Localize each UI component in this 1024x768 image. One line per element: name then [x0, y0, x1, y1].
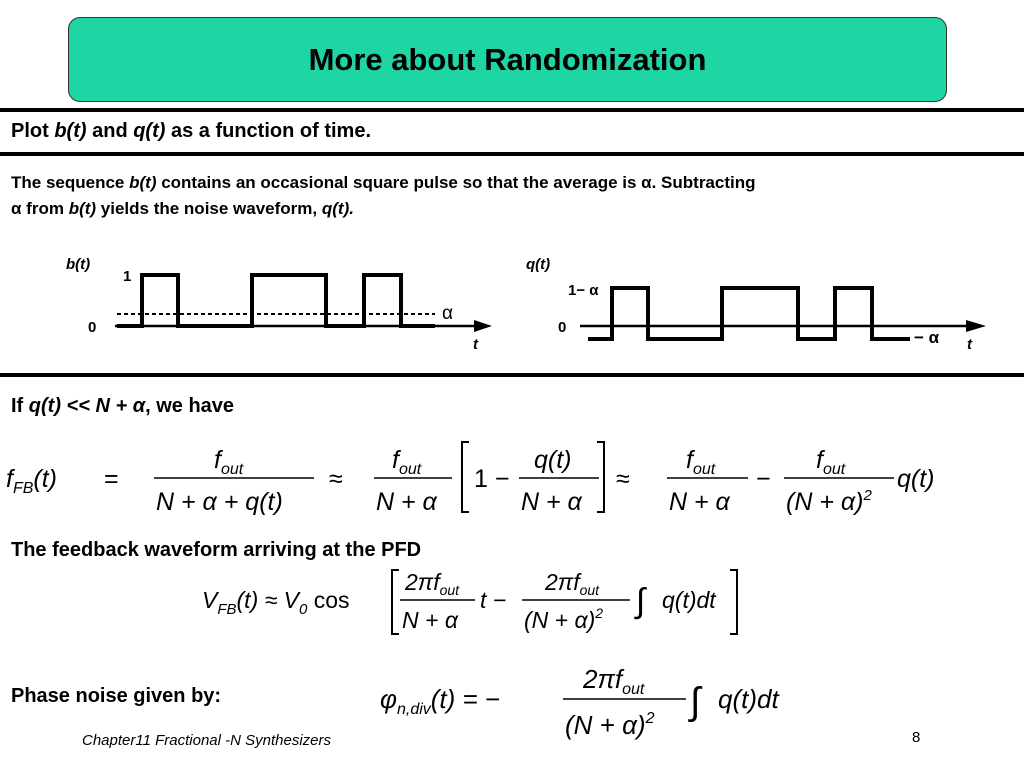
equation-phase-noise-graphic: [378, 660, 828, 742]
b-pulse-waveform: [117, 275, 435, 326]
svg-text:2πfout: $2\pi f_{out}$: [405, 569, 460, 598]
condition-suffix: , we have: [145, 395, 235, 417]
svg-text:φn,div(t) = −: $\varphi_{n,div}(t)$ = −: [380, 684, 501, 718]
plot-b-ref: b(t): [54, 120, 87, 142]
desc-text-3: α from: [11, 199, 69, 218]
plot-suffix: as a function of time.: [165, 120, 371, 142]
q-level-high: 1− α: [568, 282, 599, 299]
divider-mid: [0, 152, 1024, 156]
feedback-heading: The feedback waveform arriving at the PFD: [11, 539, 422, 561]
q-xlabel: t: [967, 336, 972, 353]
svg-text:∫: ∫: [690, 681, 701, 723]
equation-ffb-graphic: [4, 440, 964, 520]
plot-prefix: Plot: [11, 120, 55, 142]
svg-text:q(t): q(t): [534, 446, 572, 474]
equation-phase-noise: [378, 660, 828, 748]
title-banner: [68, 17, 947, 102]
svg-text:−: −: [756, 465, 771, 493]
equation-vfb-graphic: [200, 564, 760, 639]
svg-text:t −: t −: [480, 587, 507, 613]
q-pulse-waveform: [588, 288, 910, 339]
svg-text:1 −: 1 −: [474, 465, 510, 493]
svg-text:≈: ≈: [616, 465, 630, 493]
desc-b-ref-2: b(t): [68, 199, 97, 218]
svg-text:q(t)dt: q(t)dt: [718, 684, 779, 714]
plot-and: and: [86, 120, 134, 142]
q-level-zero: 0: [558, 319, 567, 336]
phase-noise-heading: Phase noise given by:: [11, 685, 222, 707]
equation-vfb: [200, 564, 760, 645]
page-number: 8: [912, 729, 921, 746]
svg-text:q(t)dt: q(t)dt: [662, 587, 716, 613]
divider-bottom: [0, 373, 1024, 377]
plot-instruction: [11, 120, 371, 143]
svg-text:N + α: N + α: [521, 488, 582, 516]
condition-text: [11, 395, 234, 418]
b-xlabel: t: [473, 336, 478, 353]
desc-text-1: The sequence: [11, 173, 130, 192]
svg-text:(N + α)2: $(N + \alpha)^2$: [565, 710, 655, 740]
q-level-low: − α: [914, 328, 940, 347]
divider-top: [0, 108, 1024, 112]
svg-text:N + α: N + α: [402, 607, 458, 633]
svg-text:q(t): q(t): [897, 465, 935, 493]
q-ylabel: q(t): [526, 256, 551, 273]
desc-q-ref: q(t).: [321, 199, 354, 218]
desc-text-4: yields the noise waveform,: [96, 199, 322, 218]
svg-text:fout: $f_{out}$: [816, 446, 846, 478]
b-level-zero: 0: [88, 319, 97, 336]
svg-text:(N + α)2: $(N + \alpha)^2$: [524, 605, 604, 633]
svg-text:fout: $f_{out}$: [214, 446, 244, 478]
svg-text:N + α: N + α: [376, 488, 437, 516]
desc-text-2: contains an occasional square pulse so that the average is α. Subtracting: [156, 173, 756, 192]
plot-q-ref: q(t): [133, 120, 166, 142]
b-axis-arrowhead: [474, 320, 492, 332]
q-axis-arrowhead: [966, 320, 986, 332]
condition-expression: q(t) << N + α: [28, 395, 146, 417]
b-waveform-plot: [60, 250, 500, 360]
desc-b-ref-1: b(t): [129, 173, 157, 192]
q-waveform-plot: [520, 250, 1000, 360]
svg-text:2πfout: $2\pi f_{out}$: [545, 569, 600, 598]
b-average-label: α: [442, 303, 453, 324]
svg-text:VFB(t) ≈ V0 cos: $V_{FB}(t) \approx V_0$ cos: [202, 587, 350, 618]
description-line-2: [11, 199, 354, 219]
svg-text:(N + α)2: $(N + \alpha)^2$: [786, 487, 872, 516]
svg-text:=: =: [104, 465, 119, 493]
description-line-1: [11, 173, 756, 193]
b-level-one: 1: [123, 268, 132, 285]
svg-text:N + α + q(t): N + α + q(t): [156, 488, 283, 516]
svg-text:∫: ∫: [636, 582, 646, 620]
slide-title: More about Randomization: [308, 41, 707, 77]
svg-text:N + α: N + α: [669, 488, 730, 516]
svg-text:≈: ≈: [329, 465, 343, 493]
svg-text:fFB(t): $f_{FB}(t)$: [6, 465, 58, 497]
svg-text:2πfout: $2\pi f_{out}$: [583, 664, 645, 698]
equation-ffb: [4, 440, 964, 526]
svg-text:fout: $f_{out}$: [392, 446, 422, 478]
condition-if: If: [11, 395, 29, 417]
b-ylabel: b(t): [66, 256, 91, 273]
svg-text:fout: $f_{out}$: [686, 446, 716, 478]
footer-chapter: Chapter11 Fractional -N Synthesizers: [82, 732, 331, 749]
